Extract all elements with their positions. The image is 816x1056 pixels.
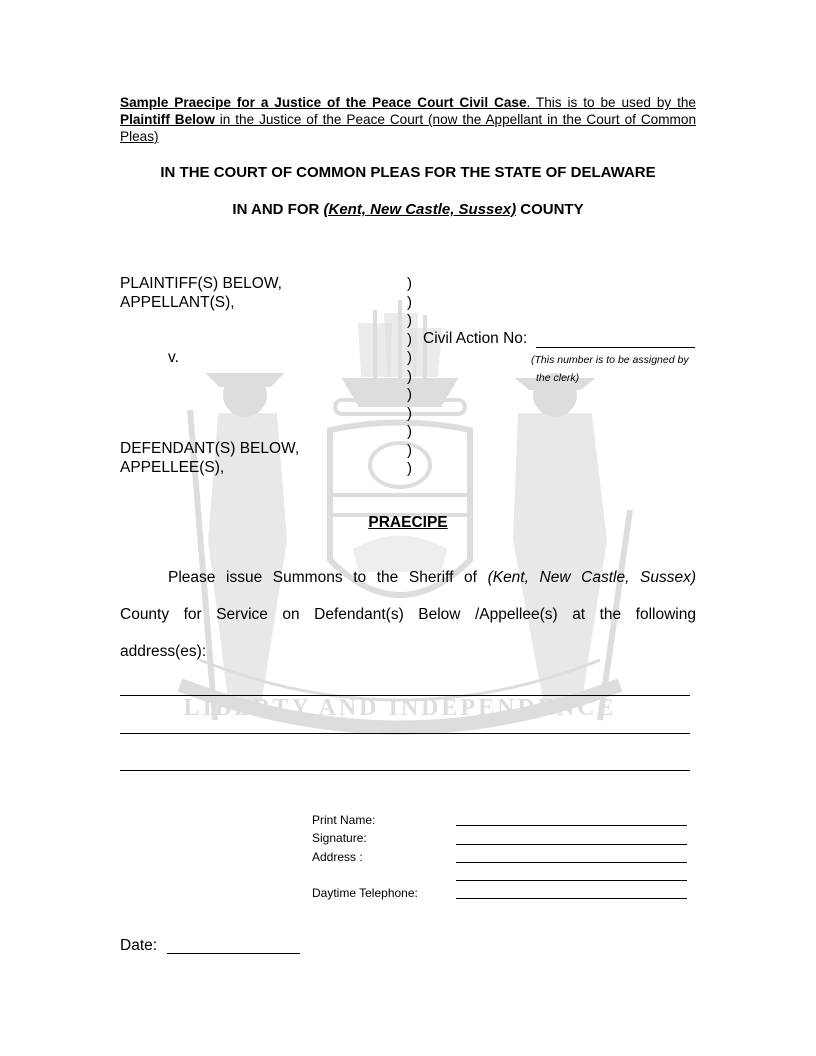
civil-note-line-2: the clerk) xyxy=(536,372,580,384)
paren-1: ) xyxy=(407,275,412,292)
paren-5: ) xyxy=(407,349,412,366)
body-line-1-counties: (Kent, New Castle, Sussex) xyxy=(487,569,696,586)
paren-10: ) xyxy=(407,441,412,459)
defendant-block xyxy=(120,440,299,477)
body-line-1 xyxy=(120,569,696,587)
paren-7: ) xyxy=(407,386,412,403)
civil-action-label: Civil Action No: xyxy=(423,330,528,347)
paren-8: ) xyxy=(407,404,412,422)
body-line-1-text: Please issue Summons to the Sheriff of xyxy=(168,569,488,586)
document-title: PRAECIPE xyxy=(368,514,448,531)
paren-2: ) xyxy=(407,293,412,311)
body-line-2: County for Service on Defendant(s) Below /Appellee(s) at the following xyxy=(120,606,696,623)
paren-4: ) xyxy=(407,330,412,348)
county-options: (Kent, New Castle, Sussex) xyxy=(323,201,517,218)
body-line-3: address(es): xyxy=(120,643,207,660)
paren-6: ) xyxy=(407,367,412,385)
address-field-1[interactable] xyxy=(456,862,687,863)
note-title: Sample Praecipe for a Justice of the Peace Court Civil Case xyxy=(120,95,527,110)
signature-label: Signature: xyxy=(312,831,367,845)
plaintiff-block xyxy=(120,275,282,312)
date-field[interactable] xyxy=(167,953,300,954)
paren-3: ) xyxy=(407,312,412,329)
note-text-a: . This is to be used by the xyxy=(526,95,696,110)
civil-action-number-field[interactable] xyxy=(536,347,695,348)
instruction-note xyxy=(120,94,696,145)
date-label: Date: xyxy=(120,937,158,954)
plaintiff-line-1: PLAINTIFF(S) BELOW, xyxy=(120,275,282,292)
daytime-telephone-label: Daytime Telephone: xyxy=(312,886,418,900)
address-line-3[interactable] xyxy=(120,770,690,771)
address-line-2[interactable] xyxy=(120,733,690,734)
address-line-1[interactable] xyxy=(120,695,690,696)
caption-parentheses xyxy=(407,275,412,479)
defendant-line-2: APPELLEE(S), xyxy=(120,458,225,476)
note-party: Plaintiff Below xyxy=(120,112,215,127)
address-label: Address : xyxy=(312,850,363,864)
versus: v. xyxy=(168,349,179,366)
print-name-label: Print Name: xyxy=(312,813,376,827)
daytime-telephone-field[interactable] xyxy=(456,898,687,899)
defendant-line-1: DEFENDANT(S) BELOW, xyxy=(120,440,300,457)
paren-9: ) xyxy=(407,423,412,440)
paren-11: ) xyxy=(407,460,412,477)
county-suffix: COUNTY xyxy=(516,201,584,218)
county-heading xyxy=(0,201,816,218)
civil-note-line-1: (This number is to be assigned by xyxy=(531,354,689,366)
seal-motto: LIBERTY AND INDEPENDENCE xyxy=(183,695,617,721)
plaintiff-line-2: APPELLANT(S), xyxy=(120,293,235,311)
signature-field[interactable] xyxy=(456,844,687,845)
court-heading: IN THE COURT OF COMMON PLEAS FOR THE STATE OF DELAWARE xyxy=(160,164,656,181)
county-prefix: IN AND FOR xyxy=(232,201,324,218)
address-field-2[interactable] xyxy=(456,880,687,881)
print-name-field[interactable] xyxy=(456,825,687,826)
note-text-b: in the Justice of the Peace Court (now the Appellant in the Court of Common Pleas) xyxy=(120,112,697,144)
